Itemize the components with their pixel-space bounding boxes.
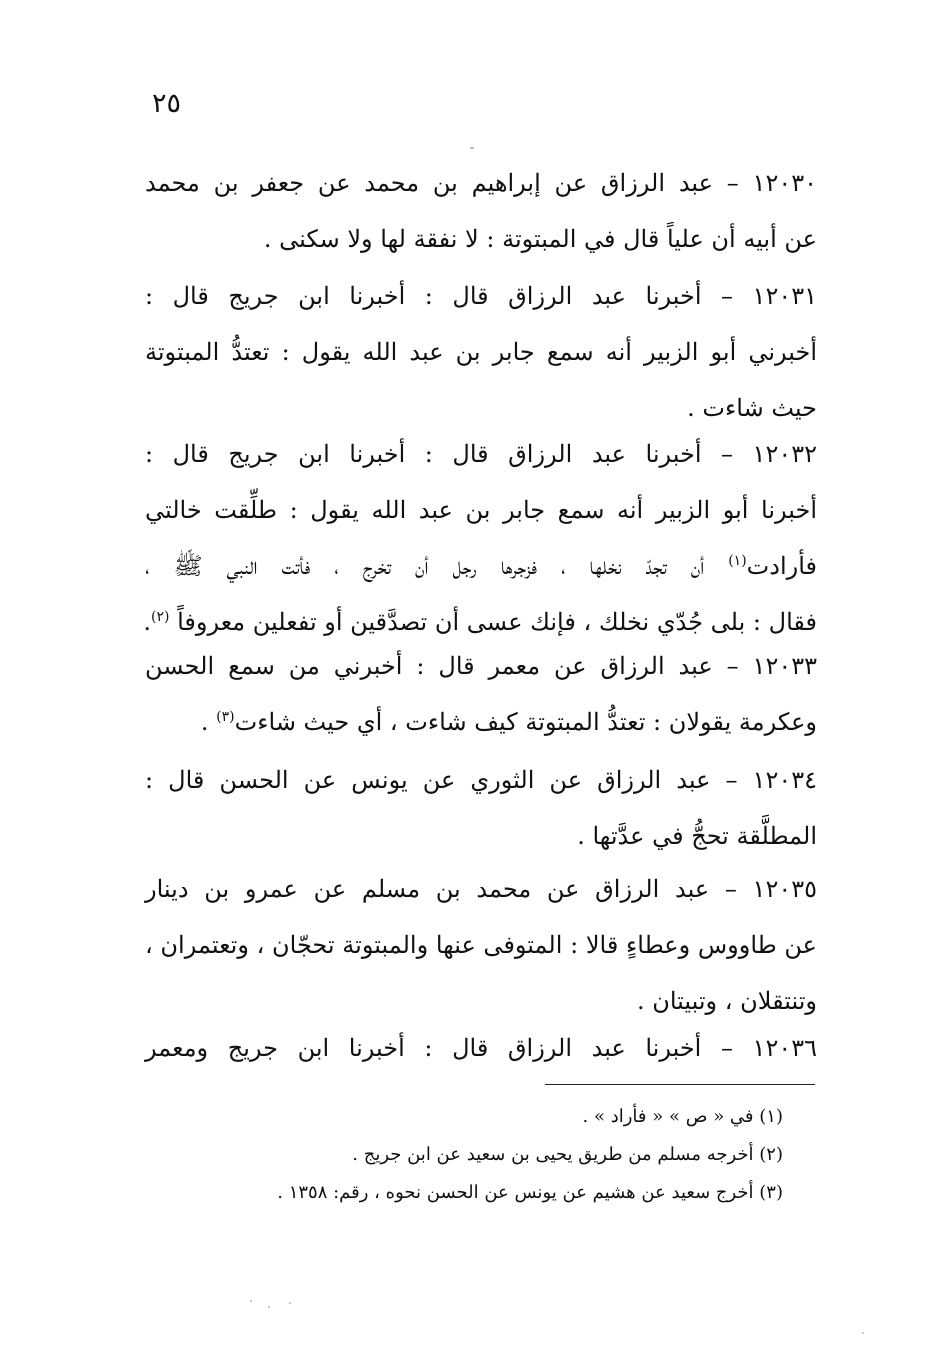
entry-line: ١٢٠٣٥ – عبد الرزاق عن محمد بن مسلم عن عمرو بن دينار xyxy=(145,875,817,903)
entry-line: أخبرنا أبو الزبير أنه سمع جابر بن عبد الله يقول : طلِّقت خالتي xyxy=(145,496,817,524)
entry-line: ١٢٠٣٦ – أخبرنا عبد الرزاق قال : أخبرنا ابن جريج ومعمر xyxy=(145,1034,817,1062)
hadith-entry-12035 xyxy=(145,861,817,1029)
entry-line: حيث شاءت . xyxy=(687,394,817,422)
footnote-2: (٢) أخرجه مسلم من طريق يحيى بن سعيد عن ابن جريج . xyxy=(352,1144,783,1165)
scan-speck xyxy=(250,1300,252,1302)
hadith-entry-12030 xyxy=(145,155,817,267)
entry-line: ١٢٠٣٤ – عبد الرزاق عن الثوري عن يونس عن الحسن قال : xyxy=(145,766,817,794)
scan-speck xyxy=(470,147,474,149)
entry-line: عن أبيه أن علياً قال في المبتوتة : لا نفقة لها ولا سكنى . xyxy=(263,225,817,253)
scan-speck xyxy=(862,1332,864,1334)
entry-text: أن تجدّ نخلها ، فزجرها رجل أن تخرج ، فأتت النبي ﷺ ، xyxy=(145,552,705,580)
entry-line: ١٢٠٣١ – أخبرنا عبد الرزاق قال : أخبرنا ابن جريج قال : xyxy=(145,282,817,310)
hadith-entry-12031 xyxy=(145,268,817,436)
page-number: ٢٥ xyxy=(152,88,182,119)
entry-line: وعكرمة يقولان : تعتدُّ المبتوتة كيف شاءت ، أي حيث شاءت$^{(٣)}$ . xyxy=(200,708,817,736)
footnotes xyxy=(200,1098,783,1212)
scan-speck xyxy=(289,1302,291,1304)
hadith-entry-12036 xyxy=(145,1020,817,1076)
entry-line: فقال : بلى جُدّي نخلك ، فإنك عسى أن تصدَّقين أو تفعلين معروفاً $^{(٢)}$. xyxy=(143,608,817,636)
hadith-entry-12034 xyxy=(145,752,817,864)
footnote-ref-2: (٢) xyxy=(151,609,170,625)
entry-text: فأرادت xyxy=(746,552,817,580)
entry-line: ١٢٠٣٢ – أخبرنا عبد الرزاق قال : أخبرنا ابن جريج قال : xyxy=(145,440,817,468)
footnote-1: (١) في « ص » « فأراد » . xyxy=(582,1106,783,1127)
footnote-ref-3: (٣) xyxy=(216,709,235,725)
footnote-3: (٣) أخرج سعيد عن هشيم عن يونس عن الحسن نحوه ، رقم: ١٣٥٨ . xyxy=(277,1182,783,1203)
entry-text: وعكرمة يقولان : تعتدُّ المبتوتة كيف شاءت ، أي حيث شاءت xyxy=(234,708,817,736)
entry-text: فقال : بلى جُدّي نخلك ، فإنك عسى أن تصدَّقين أو تفعلين معروفاً xyxy=(177,608,817,636)
entry-line: عن طاووس وعطاءٍ قالا : المتوفى عنها والمبتوتة تحجّان ، وتعتمران ، xyxy=(145,931,817,959)
footnote-separator xyxy=(545,1084,815,1085)
entry-line xyxy=(145,538,817,594)
footnote-ref-1: (١) xyxy=(728,553,747,569)
entry-line: ١٢٠٣٣ – عبد الرزاق عن معمر قال : أخبرني من سمع الحسن xyxy=(145,652,817,680)
hadith-entry-12033 xyxy=(145,638,817,750)
entry-line: ١٢٠٣٠ – عبد الرزاق عن إبراهيم بن محمد عن جعفر بن محمد xyxy=(145,169,817,197)
scan-speck xyxy=(268,1306,270,1308)
entry-line: المطلَّقة تحجُّ في عدَّتها . xyxy=(577,822,817,850)
entry-line: أخبرني أبو الزبير أنه سمع جابر بن عبد الله يقول : تعتدُّ المبتوتة xyxy=(145,338,817,366)
entry-line: وتنتقلان ، وتبيتان . xyxy=(636,987,817,1015)
hadith-entry-12032 xyxy=(145,426,817,650)
